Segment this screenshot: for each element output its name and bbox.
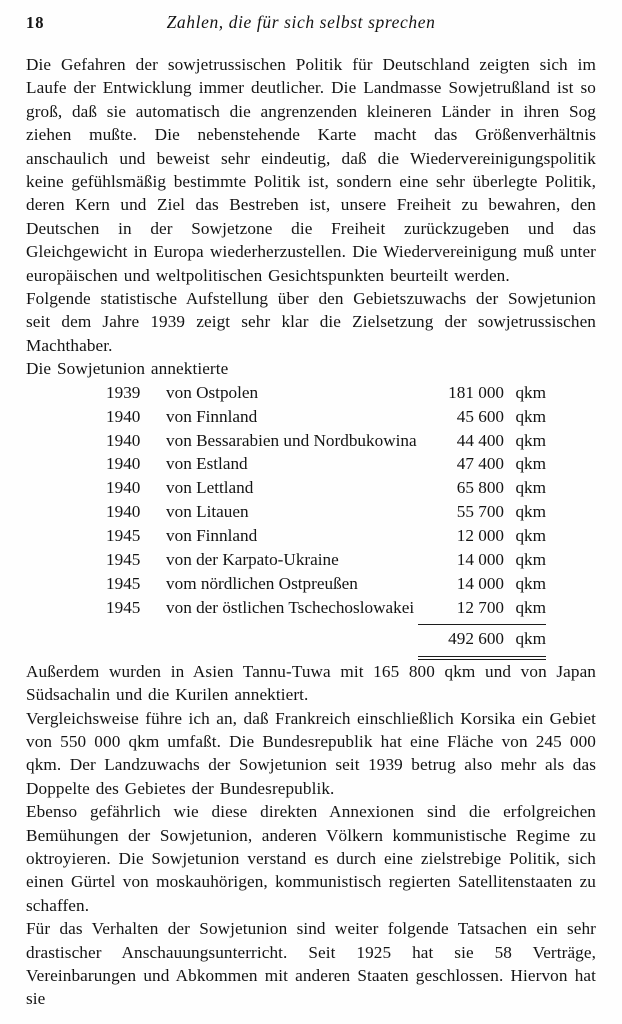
table-row: [106, 524, 546, 548]
page-number: 18: [26, 13, 45, 32]
total-area: 492 600: [448, 628, 504, 648]
row-year: 1940: [106, 478, 141, 498]
row-year: 1945: [106, 573, 141, 593]
row-area: 14 000: [456, 573, 504, 593]
table-row: [106, 381, 546, 405]
paragraph-regime: Ebenso gefährlich wie diese direkten Annexionen sind die erfolgreichen Bemühungen der Sowjetunion, anderen Völkern kommunistische Regime zu oktroyieren. Die Sowjetunion verstand es durch eine zielstrebige Politik, sich einen Gürtel von moskauhörigen, kommunistisch regierten Satellitenstaaten zu schaffen.: [26, 802, 596, 915]
row-area: 12 000: [456, 526, 504, 546]
row-unit: qkm: [515, 478, 546, 498]
table-row: [106, 476, 546, 500]
row-territory: von Finnland: [166, 526, 258, 546]
row-area: 44 400: [456, 430, 504, 450]
row-unit: qkm: [515, 502, 546, 522]
annex-table-lead: Die Sowjetunion annektierte: [26, 359, 229, 379]
row-year: 1940: [106, 454, 141, 474]
row-unit: qkm: [515, 597, 546, 617]
row-unit: qkm: [515, 454, 546, 474]
row-territory: von Ostpolen: [166, 382, 259, 402]
paragraph-treaties: Für das Verhalten der Sowjetunion sind weiter folgende Tatsachen ein sehr drastischer Anschauungsunterricht. Seit 1925 hat sie 58 Verträge, Vereinbarungen und Abkommen mit anderen Staaten geschlossen. Hiervon hat sie: [26, 919, 596, 1009]
annexation-table: [106, 381, 546, 660]
row-unit: qkm: [515, 382, 546, 402]
table-row: [106, 572, 546, 596]
table-row: [106, 596, 546, 620]
row-area: 12 700: [456, 597, 504, 617]
row-unit: qkm: [515, 430, 546, 450]
row-year: 1945: [106, 526, 141, 546]
row-territory: von Estland: [166, 454, 248, 474]
row-territory: von Finnland: [166, 406, 258, 426]
paragraph-asia: Außerdem wurden in Asien Tannu-Tuwa mit 165 800 qkm und von Japan Südsachalin und die Kurilen annektiert.: [26, 661, 596, 705]
table-row: [106, 452, 546, 476]
row-year: 1939: [106, 382, 141, 402]
row-territory: von Bessarabien und Nordbukowina: [166, 430, 417, 450]
table-total-box: [418, 624, 546, 660]
row-area: 55 700: [456, 502, 504, 522]
paragraph-statistics: Folgende statistische Aufstellung über den Gebietszuwachs der Sowjetunion seit dem Jahre 1939 zeigt sehr klar die Zielsetzung der sowjetrussischen Machthaber.: [26, 289, 596, 355]
running-head: [26, 12, 596, 33]
row-year: 1945: [106, 550, 141, 570]
row-unit: qkm: [515, 526, 546, 546]
row-year: 1945: [106, 597, 141, 617]
row-territory: von Lettland: [166, 478, 254, 498]
paragraph-dangers: Die Gefahren der sowjetrussischen Politik für Deutschland zeigten sich im Laufe der Entwicklung immer deutlicher. Die Landmasse Sowjetrußland ist so groß, daß sie automatisch die angrenzenden kleineren Länder in ihren Sog ziehen mußte. Die nebenstehende Karte macht das Größenverhältnis anschaulich und beweist sehr eindeutig, daß die Wiedervereinigungspolitik keine gefühlsmäßig bestimmte Politik ist, sondern eine sehr überlegte Politik, deren Kern und Ziel das Bestreben ist, unsere Freiheit zu bewahren, den Deutschen in der Sowjetzone die Freiheit zurückzugeben und das Gleichgewicht in Europa wiederherzustellen. Die Wiedervereinigung muß unter europäischen und weltpolitischen Gesichtspunkten beurteilt werden.: [26, 55, 596, 285]
row-year: 1940: [106, 406, 141, 426]
row-area: 65 800: [456, 478, 504, 498]
body-text: [26, 53, 596, 1011]
row-area: 14 000: [456, 550, 504, 570]
row-area: 45 600: [456, 406, 504, 426]
row-territory: von der Karpato-Ukraine: [166, 550, 339, 570]
table-row: [106, 548, 546, 572]
row-unit: qkm: [515, 406, 546, 426]
row-area: 181 000: [448, 382, 504, 402]
row-year: 1940: [106, 502, 141, 522]
row-territory: von der östlichen Tschechoslowakei: [166, 597, 415, 617]
table-total-row: [106, 624, 546, 660]
running-title: Zahlen, die für sich selbst sprechen: [166, 12, 436, 32]
paragraph-comparison: Vergleichsweise führe ich an, daß Frankreich einschließlich Korsika ein Gebiet von 550 000 qkm umfaßt. Die Bundesrepublik hat eine Fläche von 245 000 qkm. Der Landzuwachs der Sowjetunion seit 1939 betrug also mehr als das Doppelte des Gebietes der Bundesrepublik.: [26, 708, 596, 798]
table-row: [106, 429, 546, 453]
row-unit: qkm: [515, 550, 546, 570]
table-row: [106, 405, 546, 429]
row-territory: vom nördlichen Ostpreußen: [166, 573, 358, 593]
row-year: 1940: [106, 430, 141, 450]
table-row: [106, 500, 546, 524]
row-unit: qkm: [515, 573, 546, 593]
total-unit: qkm: [515, 628, 546, 648]
row-territory: von Litauen: [166, 502, 249, 522]
row-area: 47 400: [456, 454, 504, 474]
